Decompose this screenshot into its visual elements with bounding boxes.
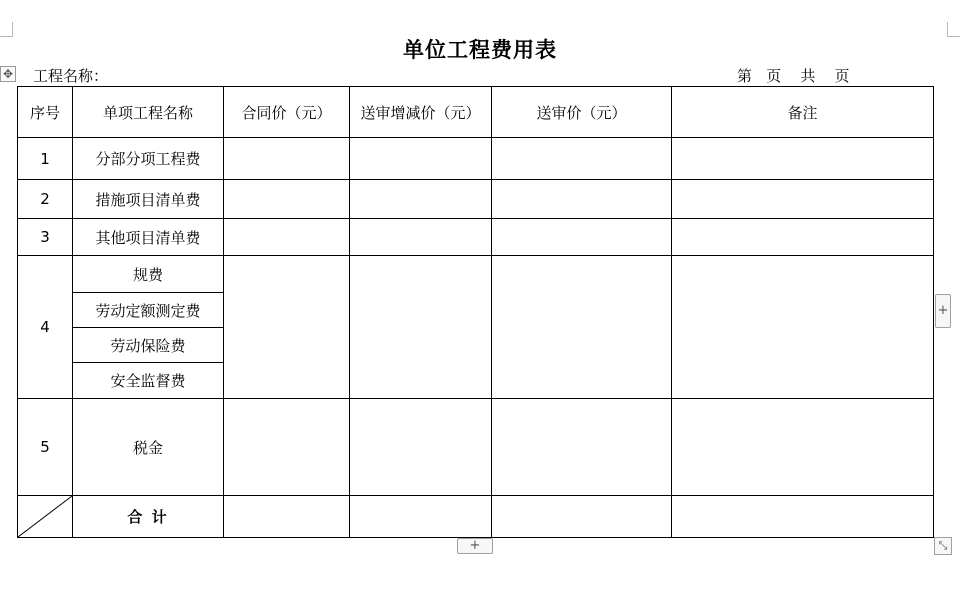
header-submitted-price[interactable]: 送审价（元） <box>492 87 672 138</box>
submitted-price-cell[interactable] <box>492 256 672 399</box>
row-subitem-name[interactable]: 规费 <box>73 256 224 293</box>
header-item-name[interactable]: 单项工程名称 <box>73 87 224 138</box>
remarks-cell[interactable] <box>672 219 934 256</box>
row-seq[interactable]: 1 <box>18 138 73 180</box>
plus-icon: + <box>937 303 949 318</box>
submitted-price-cell[interactable] <box>492 138 672 180</box>
total-contract-price-cell[interactable] <box>224 496 350 538</box>
row-seq[interactable]: 2 <box>18 180 73 219</box>
adjustment-cell[interactable] <box>350 219 492 256</box>
total-label[interactable]: 合 计 <box>73 496 224 538</box>
move-icon: ✥ <box>2 67 14 81</box>
add-column-button[interactable] <box>935 294 951 328</box>
row-subitem-name[interactable]: 安全监督费 <box>73 363 224 399</box>
resize-icon: ⤡ <box>938 539 948 552</box>
adjustment-cell[interactable] <box>350 138 492 180</box>
submitted-price-cell[interactable] <box>492 180 672 219</box>
total-remarks-cell[interactable] <box>672 496 934 538</box>
diagonal-cell[interactable] <box>18 496 73 538</box>
contract-price-cell[interactable] <box>224 219 350 256</box>
row-subitem-name[interactable]: 劳动保险费 <box>73 328 224 363</box>
submitted-price-cell[interactable] <box>492 219 672 256</box>
row-seq[interactable]: 4 <box>18 256 73 399</box>
table-row <box>18 219 934 256</box>
total-adjustment-cell[interactable] <box>350 496 492 538</box>
table-resize-handle[interactable] <box>934 537 952 555</box>
row-seq[interactable]: 3 <box>18 219 73 256</box>
adjustment-cell[interactable] <box>350 180 492 219</box>
row-item-name[interactable]: 其他项目清单费 <box>73 219 224 256</box>
contract-price-cell[interactable] <box>224 399 350 496</box>
contract-price-cell[interactable] <box>224 256 350 399</box>
diagonal-line <box>18 496 72 537</box>
row-item-name[interactable]: 税金 <box>73 399 224 496</box>
row-item-name[interactable]: 措施项目清单费 <box>73 180 224 219</box>
submitted-price-cell[interactable] <box>492 399 672 496</box>
row-subitem-name[interactable]: 劳动定额测定费 <box>73 293 224 328</box>
page-info: 第 页 共 页 <box>737 67 850 85</box>
adjustment-cell[interactable] <box>350 399 492 496</box>
fee-table <box>17 86 934 538</box>
row-item-name[interactable]: 分部分项工程费 <box>73 138 224 180</box>
total-row <box>18 496 934 538</box>
header-contract-price[interactable]: 合同价（元） <box>224 87 350 138</box>
remarks-cell[interactable] <box>672 256 934 399</box>
contract-price-cell[interactable] <box>224 138 350 180</box>
header-seq[interactable]: 序号 <box>18 87 73 138</box>
add-row-button[interactable] <box>457 538 493 554</box>
remarks-cell[interactable] <box>672 180 934 219</box>
document-title: 单位工程费用表 <box>403 37 557 62</box>
header-adjustment[interactable]: 送审增减价（元） <box>350 87 492 138</box>
project-name-label: 工程名称： <box>33 67 109 85</box>
table-header-row <box>18 87 934 138</box>
table-row <box>18 399 934 496</box>
remarks-cell[interactable] <box>672 138 934 180</box>
header-remarks[interactable]: 备注 <box>672 87 934 138</box>
row-seq[interactable]: 5 <box>18 399 73 496</box>
plus-icon: + <box>469 538 481 553</box>
adjustment-cell[interactable] <box>350 256 492 399</box>
total-submitted-price-cell[interactable] <box>492 496 672 538</box>
table-row <box>18 180 934 219</box>
remarks-cell[interactable] <box>672 399 934 496</box>
contract-price-cell[interactable] <box>224 180 350 219</box>
table-row <box>18 138 934 180</box>
table-row <box>18 256 934 293</box>
table-move-handle[interactable] <box>0 66 16 82</box>
